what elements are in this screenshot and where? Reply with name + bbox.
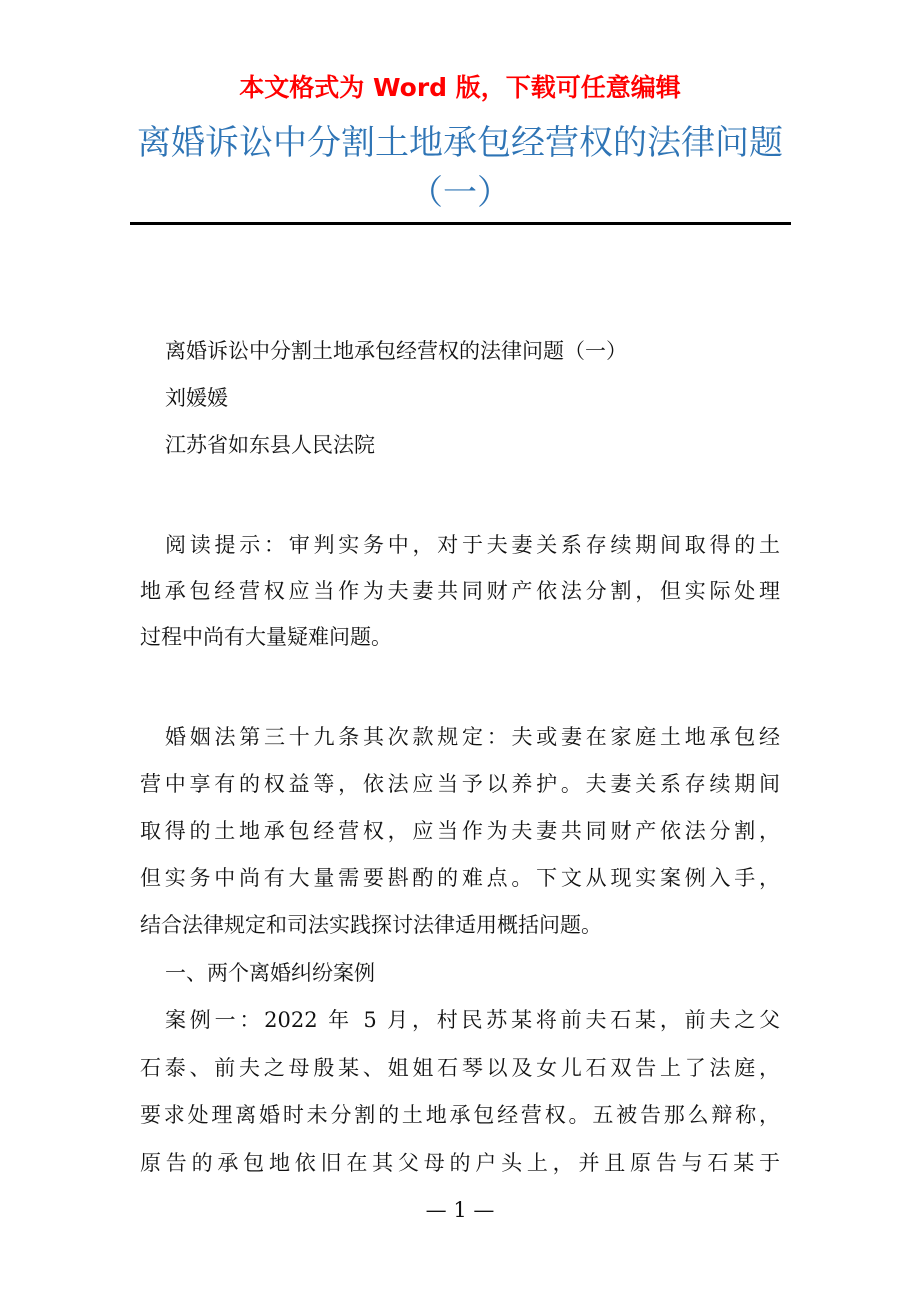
document-title: 离婚诉讼中分割土地承包经营权的法律问题（一）	[137, 123, 783, 213]
page-number: — 1 —	[425, 1198, 495, 1222]
author: 刘媛媛	[165, 386, 228, 410]
format-notice: 本文格式为 Word 版，下载可任意编辑	[239, 73, 681, 102]
section-heading: 一、两个离婚纠纷案例	[165, 961, 375, 985]
paragraph-line: 取得的土地承包经营权，应当作为夫妻共同财产依法分割，	[140, 819, 780, 843]
paragraph-line: 婚姻法第三十九条其次款规定：夫或妻在家庭土地承包经	[165, 725, 780, 749]
paragraph-line: 但实务中尚有大量需要斟酌的难点。下文从现实案例入手，	[140, 866, 780, 890]
paragraph-line: 营中享有的权益等，依法应当予以养护。夫妻关系存续期间	[140, 772, 780, 796]
title-divider	[130, 222, 791, 225]
paragraph-line: 原告的承包地依旧在其父母的户头上，并且原告与石某于	[140, 1151, 780, 1175]
article-title: 离婚诉讼中分割土地承包经营权的法律问题（一）	[165, 339, 627, 363]
paragraph-line: 石泰、前夫之母殷某、姐姐石琴以及女儿石双告上了法庭，	[140, 1056, 780, 1080]
paragraph-line: 阅读提示：审判实务中，对于夫妻关系存续期间取得的土	[165, 533, 780, 557]
paragraph-line: 地承包经营权应当作为夫妻共同财产依法分割，但实际处理	[140, 579, 780, 603]
paragraph-line: 要求处理离婚时未分割的土地承包经营权。五被告那么辩称，	[140, 1103, 780, 1127]
paragraph-line: 结合法律规定和司法实践探讨法律适用概括问题。	[140, 913, 602, 937]
affiliation: 江苏省如东县人民法院	[165, 433, 375, 457]
paragraph-line: 案例一：2022 年 5 月，村民苏某将前夫石某，前夫之父	[165, 1008, 780, 1032]
paragraph-line: 过程中尚有大量疑难问题。	[140, 625, 392, 649]
